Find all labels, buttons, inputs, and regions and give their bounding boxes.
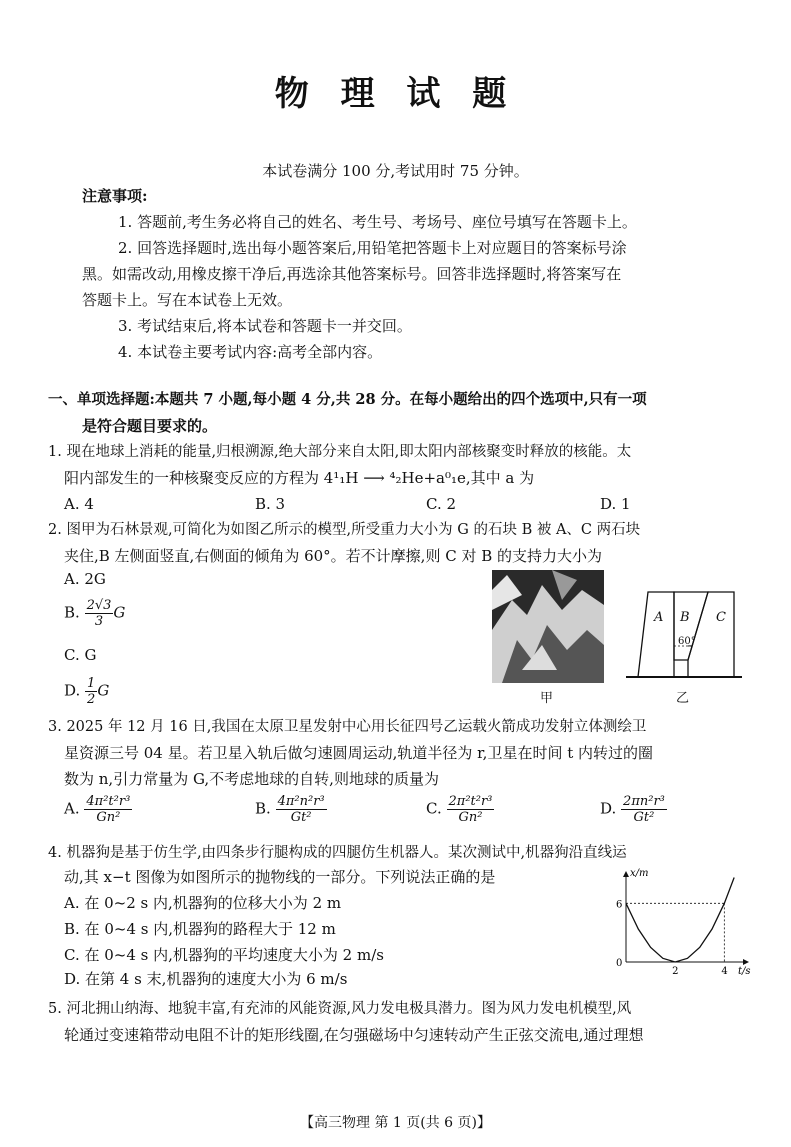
stone-forest-photo	[492, 570, 604, 683]
q1-option-b: B. 3	[255, 495, 286, 513]
q1-stem: 1. 现在地球上消耗的能量,归根溯源,绝大部分来自太阳,即太阳内部核聚变时释放的核能。太	[48, 444, 632, 460]
q3-stem: 3. 2025 年 12 月 16 日,我国在太原卫星发射中心用长征四号乙运载火箭成功发射立体测绘卫	[48, 719, 647, 735]
q3-stem-cont: 星资源三号 04 星。若卫星入轨后做匀速圆周运动,轨道半径为 r,卫星在时间 t 内转过的圈	[64, 744, 654, 762]
q4-stem-cont: 动,其 x−t 图像为如图所示的抛物线的一部分。下列说法正确的是	[64, 868, 496, 886]
notice-line: 答题卡上。写在本试卷上无效。	[82, 291, 293, 309]
block-label-b: B	[680, 610, 690, 625]
q3-option-a: A. $\frac{\text{4π²t²r³}}{\text{Gn²}}$	[64, 794, 131, 825]
x-tick-label: 2	[672, 966, 679, 977]
parabola-curve	[626, 878, 734, 962]
q4-option-d: D. 在第 4 s 末,机器狗的速度大小为 6 m/s	[64, 970, 348, 988]
page-footer: 【高三物理 第 1 页(共 6 页)】	[300, 1115, 491, 1131]
q2-option-b: B. $\frac{2√3}{3}$ G	[64, 598, 126, 629]
block-label-c: C	[716, 610, 726, 625]
notice-line: 4. 本试卷主要考试内容:高考全部内容。	[118, 343, 383, 361]
q2-option-c: C. G	[64, 646, 97, 664]
q1-option-d: D. 1	[600, 495, 631, 513]
x-axis-label: t/s	[738, 966, 751, 977]
notice-line: 2. 回答选择题时,选出每小题答案后,用铅笔把答题卡上对应题目的答案标号涂	[118, 239, 627, 257]
q3-option-d: D. $\frac{\text{2πn²r³}}{\text{Gt²}}$	[600, 794, 665, 825]
q2-option-d: D. $\frac{1}{2}$ G	[64, 676, 110, 707]
q3-option-b: B. $\frac{\text{4π²n²r³}}{\text{Gt²}}$	[255, 794, 325, 825]
q4-option-c: C. 在 0~4 s 内,机器狗的平均速度大小为 2 m/s	[64, 946, 384, 964]
notice-line: 3. 考试结束后,将本试卷和答题卡一并交回。	[118, 317, 412, 335]
q2-stem: 2. 图甲为石林景观,可简化为如图乙所示的模型,所受重力大小为 G 的石块 B 被 A、C 两石块	[48, 522, 641, 538]
block-label-a: A	[654, 610, 664, 625]
q1-option-c: C. 2	[426, 495, 457, 513]
q5-stem-cont: 轮通过变速箱带动电阻不计的矩形线圈,在匀强磁场中匀速转动产生正弦交流电,通过理想	[64, 1026, 644, 1044]
tick-label-origin: 0	[616, 958, 623, 969]
y-axis-label: x/m	[630, 868, 649, 879]
q1-option-a: A. 4	[64, 495, 94, 513]
q5-stem: 5. 河北拥山纳海、地貌丰富,有充沛的风能资源,风力发电极具潜力。图为风力发电机模型,风	[48, 1001, 632, 1017]
figure-label-yi: 乙	[676, 691, 690, 706]
section-heading-cont: 是符合题目要求的。	[82, 417, 218, 435]
angle-label: 60°	[678, 636, 696, 647]
q3-option-c: C. $\frac{\text{2π²t²r³}}{\text{Gn²}}$	[426, 794, 493, 825]
section-heading: 一、单项选择题:本题共 7 小题,每小题 4 分,共 28 分。在每小题给出的四个选项中,只有一项	[48, 391, 647, 408]
notice-heading: 注意事项:	[82, 187, 148, 205]
exam-subtitle: 本试卷满分 100 分,考试用时 75 分钟。	[262, 162, 529, 180]
q3-stem-cont: 数为 n,引力常量为 G,不考虑地球的自转,则地球的质量为	[64, 770, 439, 788]
stone-model-diagram	[624, 574, 744, 680]
xt-graph-svg	[606, 866, 756, 978]
q4-option-b: B. 在 0~4 s 内,机器狗的路程大于 12 m	[64, 920, 336, 938]
y-tick-label: 6	[616, 899, 623, 911]
q4-option-a: A. 在 0~2 s 内,机器狗的位移大小为 2 m	[64, 894, 342, 912]
exam-title: 物 理 试 题	[274, 74, 517, 114]
xt-graph	[606, 866, 756, 978]
x-tick-label: 4	[721, 966, 728, 977]
notice-line: 黑。如需改动,用橡皮擦干净后,再选涂其他答案标号。回答非选择题时,将答案写在	[82, 265, 622, 283]
figure-label-jia: 甲	[540, 691, 554, 706]
q1-stem-cont: 阳内部发生的一种核聚变反应的方程为 4¹₁H ⟶ ⁴₂He+a⁰₁e,其中 a 为	[64, 469, 535, 487]
notice-line: 1. 答题前,考生务必将自己的姓名、考生号、考场号、座位号填写在答题卡上。	[118, 213, 637, 231]
q4-stem: 4. 机器狗是基于仿生学,由四条步行腿构成的四腿仿生机器人。某次测试中,机器狗沿直线运	[48, 845, 627, 861]
q2-option-a: A. 2G	[64, 570, 106, 588]
q2-stem-cont: 夹住,B 左侧面竖直,右侧面的倾角为 60°。若不计摩擦,则 C 对 B 的支持力大小为	[64, 547, 603, 565]
